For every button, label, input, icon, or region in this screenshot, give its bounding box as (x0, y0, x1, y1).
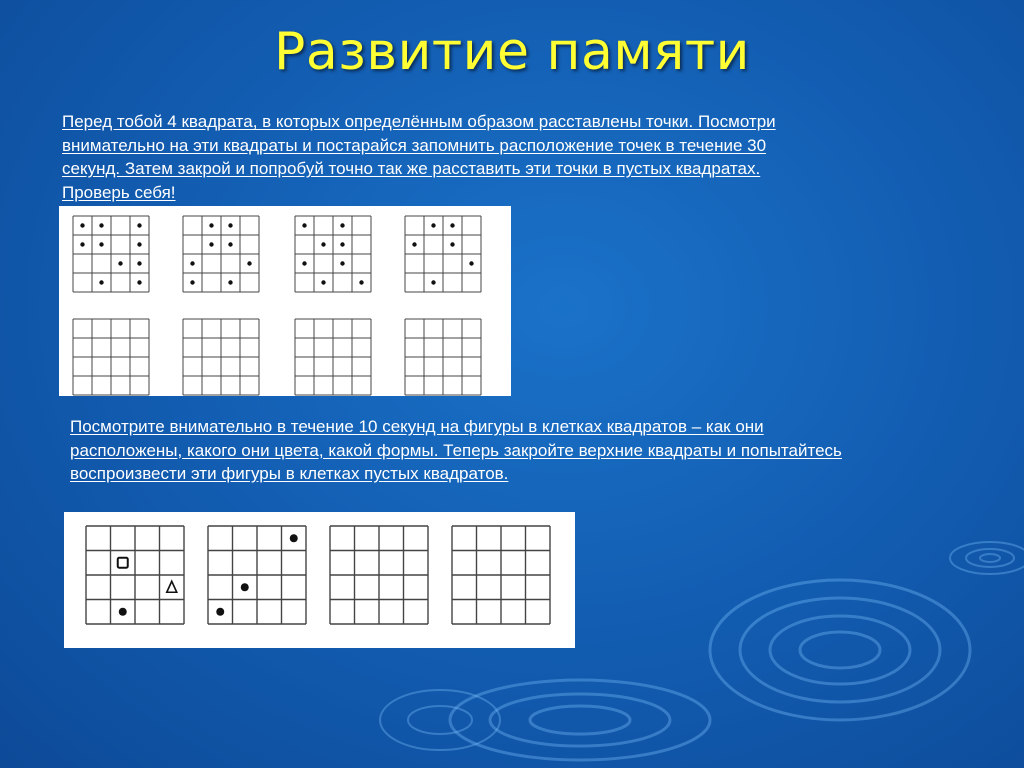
instruction-2-line: Посмотрите внимательно в течение 10 секунд на фигуры в клетках квадратов – как они (70, 417, 764, 436)
grid-dot (209, 242, 213, 246)
shape-grids-exercise-image (64, 512, 575, 648)
grid-dot (241, 583, 249, 591)
grid-dot (228, 242, 232, 246)
grid-dot (431, 280, 435, 284)
dot-grid (295, 216, 371, 292)
grid-dot (228, 223, 232, 227)
grid-dot (80, 223, 84, 227)
grid-dot (359, 280, 363, 284)
instruction-2-line: расположены, какого они цвета, какой формы. Теперь закройте верхние квадраты и попытайтесь (70, 440, 842, 460)
grid-dot (137, 242, 141, 246)
grid-dot (450, 223, 454, 227)
instruction-1-line: Проверь себя! (62, 182, 176, 202)
grid-dot (412, 242, 416, 246)
grid-dot (302, 223, 306, 227)
grid-dot (209, 223, 213, 227)
empty-grid (73, 319, 149, 395)
grid-dot (228, 280, 232, 284)
instruction-text-1 (62, 110, 942, 204)
grid-triangle-shape (167, 581, 177, 592)
dot-grid (73, 216, 149, 292)
grid-dot (340, 223, 344, 227)
grid-dot (118, 261, 122, 265)
grid-dot (119, 608, 127, 616)
empty-grid (183, 319, 259, 395)
grid-dot (216, 608, 224, 616)
grid-dot (321, 280, 325, 284)
empty-grid (295, 319, 371, 395)
grid-dot (137, 280, 141, 284)
slide-title: Развитие памяти (274, 22, 750, 82)
grid-dot (302, 261, 306, 265)
grid-dot (137, 261, 141, 265)
dot-grid (183, 216, 259, 292)
grid-dot (247, 261, 251, 265)
grid-dot (99, 223, 103, 227)
grid-dot (290, 534, 298, 542)
instruction-1-line: внимательно на эти квадраты и постарайся запомнить расположение точек в течение 30 (62, 135, 767, 155)
dot-grids-exercise-image (59, 206, 511, 396)
instruction-2-line: воспроизвести эти фигуры в клетках пустых квадратов. (70, 464, 509, 483)
dot-grid (405, 216, 481, 292)
grid-dot (99, 280, 103, 284)
empty-grid (452, 526, 550, 624)
instruction-text-2 (70, 415, 990, 486)
instruction-1-line: Перед тобой 4 квадрата, в которых определённым образом расставлены точки. Посмотри (62, 112, 776, 131)
grid-dot (340, 261, 344, 265)
grid-dot (190, 261, 194, 265)
grid-dot (99, 242, 103, 246)
empty-grid (330, 526, 428, 624)
empty-grid (405, 319, 481, 395)
grid-dot (469, 261, 473, 265)
shape-grid (86, 526, 184, 624)
grid-dot (340, 242, 344, 246)
grid-dot (321, 242, 325, 246)
grid-dot (450, 242, 454, 246)
grid-square-shape (118, 558, 128, 568)
instruction-1-line: секунд. Затем закрой и попробуй точно так же расставить эти точки в пустых квадратах. (62, 159, 761, 178)
grid-dot (431, 223, 435, 227)
shape-grid (208, 526, 306, 624)
grid-dot (80, 242, 84, 246)
grid-dot (137, 223, 141, 227)
grid-dot (190, 280, 194, 284)
